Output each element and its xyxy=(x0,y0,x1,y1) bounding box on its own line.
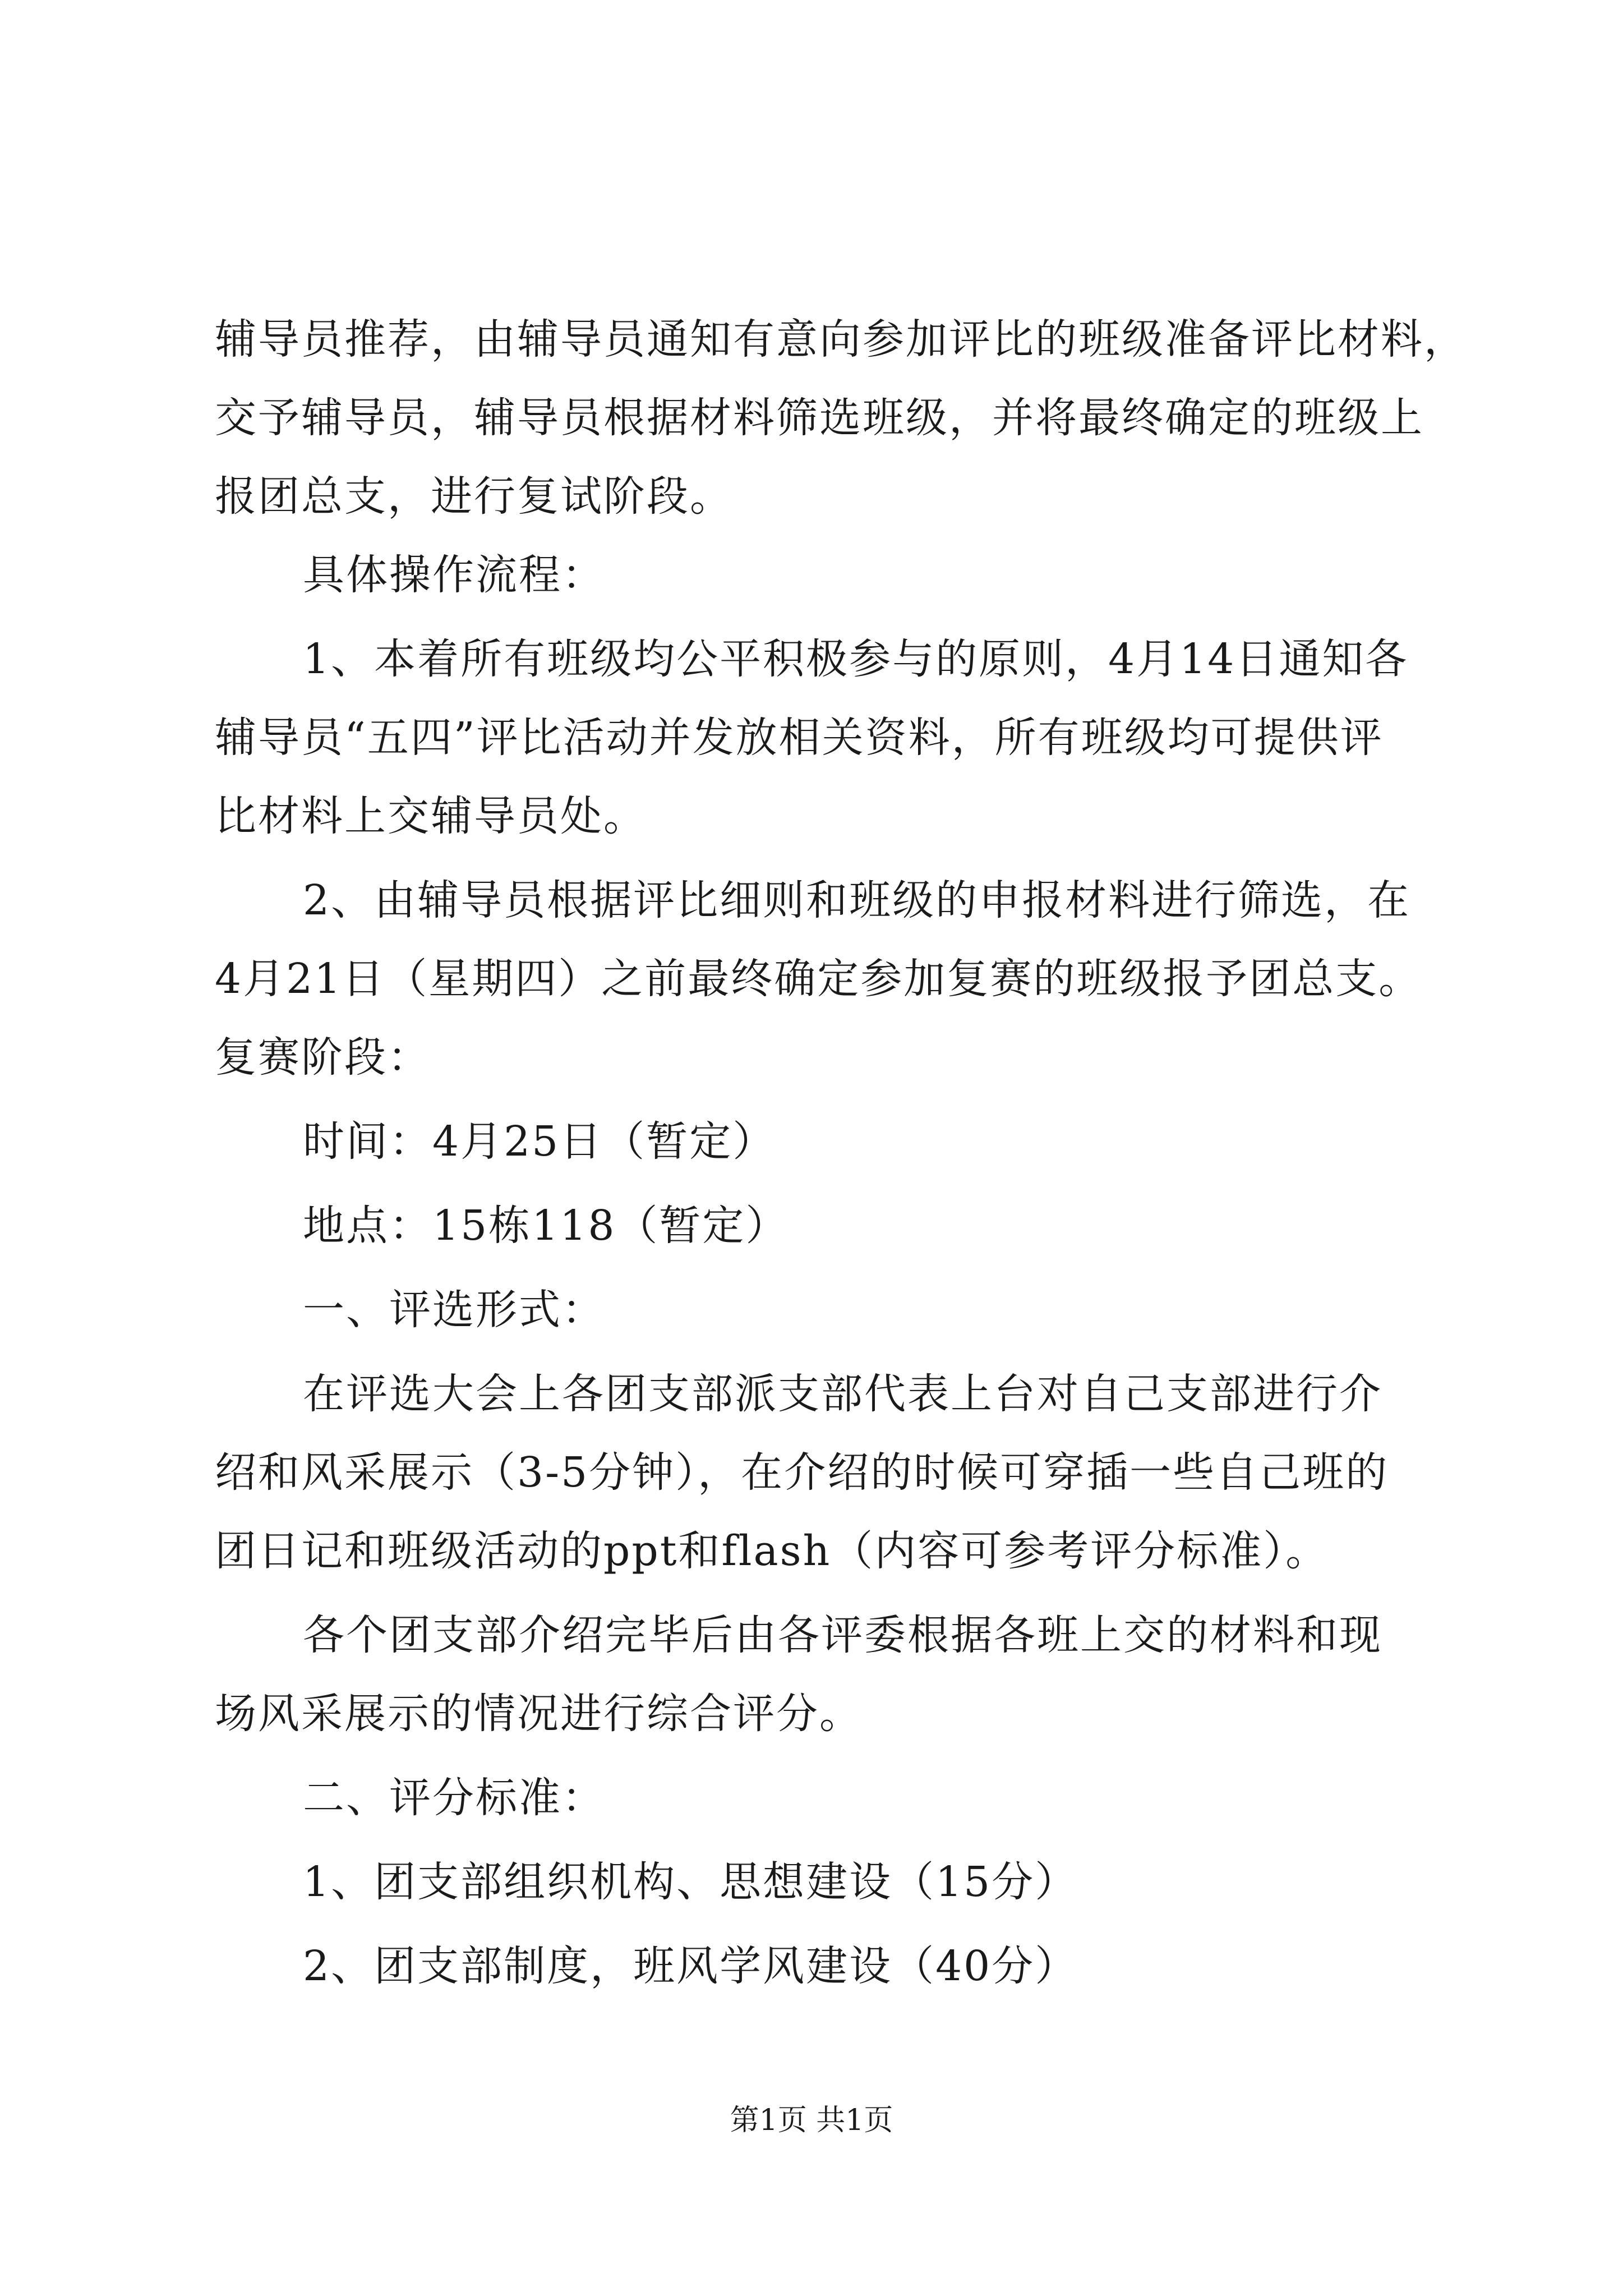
section-heading: 复赛阶段： xyxy=(215,1033,431,1082)
body-text-line: 2、由辅导员根据评比细则和班级的申报材料进行筛选，在 xyxy=(303,876,1411,924)
body-text-line: 时间：4月25日（暂定） xyxy=(303,1117,776,1166)
body-text-line: 4月21日（星期四）之前最终确定参加复赛的班级报予团总支。 xyxy=(215,955,1422,1003)
body-text-line: 报团总支，进行复试阶段。 xyxy=(215,472,733,521)
section-heading: 二、评分标准： xyxy=(303,1774,605,1822)
body-text-line: 各个团支部介绍完毕后由各评委根据各班上交的材料和现 xyxy=(303,1611,1382,1659)
section-heading: 具体操作流程： xyxy=(303,551,605,599)
body-text-line: 比材料上交辅导员处。 xyxy=(215,792,647,840)
body-text-line: 1、团支部组织机构、思想建设（15分） xyxy=(303,1858,1078,1906)
body-text-line: 辅导员“五四”评比活动并发放相关资料，所有班级均可提供评 xyxy=(215,714,1384,762)
body-text-line: 辅导员推荐，由辅导员通知有意向参加评比的班级准备评比材料， xyxy=(215,315,1467,364)
body-text-line: 1、本着所有班级均公平积极参与的原则，4月14日通知各 xyxy=(303,635,1409,683)
page-footer: 第1页 共1页 xyxy=(730,2104,893,2137)
body-text-line: 团日记和班级活动的ppt和flash（内容可参考评分标准）。 xyxy=(215,1527,1329,1575)
body-text-line: 在评选大会上各团支部派支部代表上台对自己支部进行介 xyxy=(303,1370,1382,1418)
body-text-line: 场风采展示的情况进行综合评分。 xyxy=(215,1690,863,1738)
body-text-line: 地点：15栋118（暂定） xyxy=(303,1202,789,1250)
body-text-line: 绍和风采展示（3-5分钟），在介绍的时候可穿插一些自己班的 xyxy=(215,1448,1389,1497)
section-heading: 一、评选形式： xyxy=(303,1286,605,1334)
body-text-line: 2、团支部制度，班风学风建设（40分） xyxy=(303,1942,1078,1990)
body-text-line: 交予辅导员，辅导员根据材料筛选班级，并将最终确定的班级上 xyxy=(215,394,1424,442)
